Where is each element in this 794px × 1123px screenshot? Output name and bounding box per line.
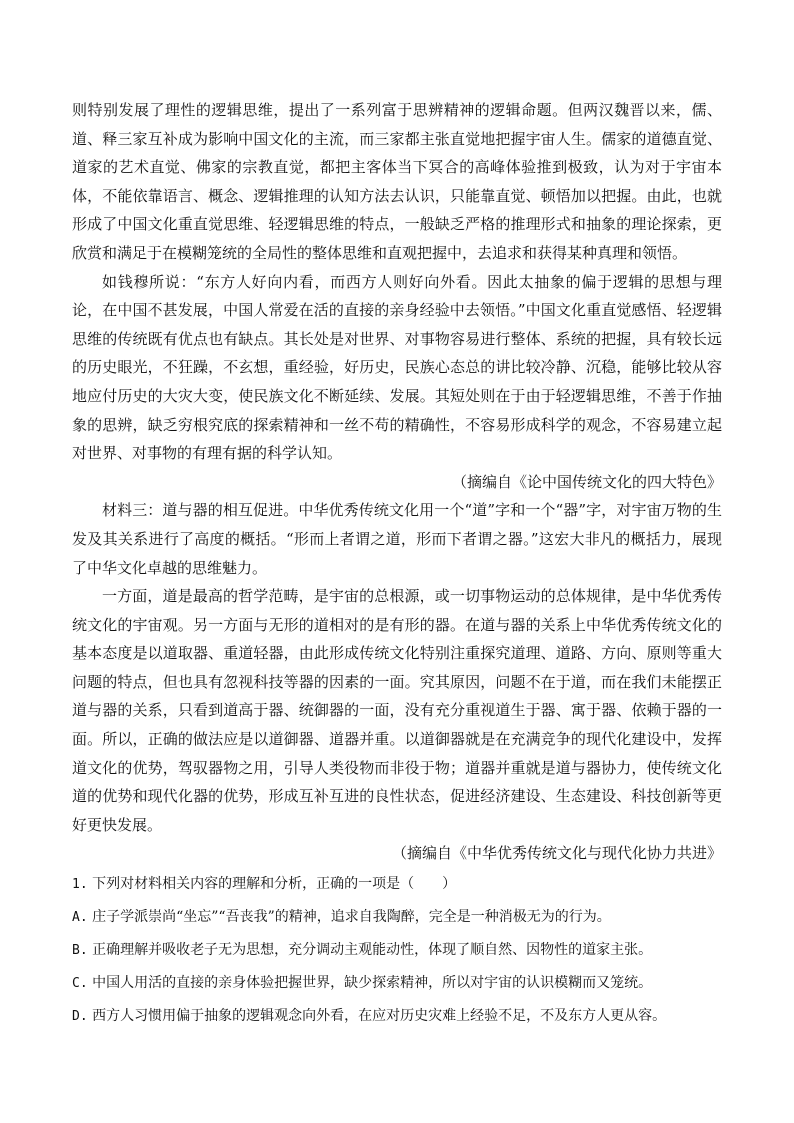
paragraph-logic-thinking: 则特别发展了理性的逻辑思维，提出了一系列富于思辨精神的逻辑命题。但两汉魏晋以来，儒、道、释三家互补成为影响中国文化的主流，而三家都主张直觉地把握宇宙人生。儒家的道德直觉、道家的艺术直觉、佛家的宗教直觉，都把主客体当下冥合的高峰体验推到极致，认为对于宇宙本体，不能依靠语言、概念、逻辑推理的认知方法去认识，只能靠直觉、顿悟加以把握。由此，也就形成了中国文化重直觉思维、轻逻辑思维的特点，一般缺乏严格的推理形式和抽象的理论探索，更欣赏和满足于在模糊笼统的全局性的整体思维和直观把握中，去追求和获得某种真理和领悟。 bbox=[72, 101, 722, 262]
option-text: 中国人用活的直接的亲身体验把握世界，缺少探索精神，所以对宇宙的认识模糊而又笼统。 bbox=[92, 975, 653, 992]
question-1 bbox=[72, 868, 722, 1033]
option-a bbox=[72, 901, 722, 934]
question-stem-text: 下列对材料相关内容的理解和分析，正确的一项是（ ） bbox=[92, 876, 457, 893]
option-label: A. bbox=[72, 910, 88, 926]
paragraph-dao-and-qi: 一方面，道是最高的哲学范畴，是宇宙的总根源，或一切事物运动的总体规律，是中华优秀传统文化的宇宙观。另一方面与无形的道相对的是有形的器。在道与器的关系上中华优秀传统文化的基本态度是以道取器、重道轻器，由此形成传统文化特别注重探究道理、道路、方向、原则等重大问题的特点，但也具有忽视科技等器的因素的一面。究其原因，问题不在于道，而在我们未能摆正道与器的关系，只看到道高于器、统御器的一面，没有充分重视道生于器、寓于器、依赖于器的一面。所以，正确的做法应是以道御器、道器并重。以道御器就是在充满竞争的现代化建设中，发挥道文化的优势，驾驭器物之用，引导人类役物而非役于物；道器并重就是道与器协力，使传统文化道的优势和现代化器的优势，形成互补互进的良性状态，促进经济建设、生态建设、科技创新等更好更快发展。 bbox=[72, 587, 722, 834]
source-citation-1: （摘编自《论中国传统文化的四大特色》 bbox=[451, 472, 722, 491]
option-b bbox=[72, 934, 722, 967]
option-d bbox=[72, 1000, 722, 1033]
paragraph-qian-mu-quote: 如钱穆所说：“东方人好向内看，而西方人则好向外看。因此太抽象的偏于逻辑的思想与理论，在中国不甚发展，中国人常爱在活的直接的亲身经验中去领悟。”中国文化重直觉感悟、轻逻辑思维的传统既有优点也有缺点。其长处是对世界、对事物容易进行整体、系统的把握，具有较长远的历史眼光，不狂躁，不玄想，重经验，好历史，民族心态总的讲比较冷静、沉稳，能够比较从容地应付历史的大灾大变，使民族文化不断延续、发展。其短处则在于由于轻逻辑思维，不善于作抽象的思辨，缺乏穷根究底的探索精神和一丝不苟的精确性，不容易形成科学的观念，不容易建立起对世界、对事物的有理有据的科学认知。 bbox=[72, 272, 722, 463]
option-text: 庄子学派崇尚“坐忘”“吾丧我”的精神，追求自我陶醉，完全是一种消极无为的行为。 bbox=[92, 909, 611, 926]
option-label: D. bbox=[72, 1009, 88, 1025]
paragraph-material-three: 材料三：道与器的相互促进。中华优秀传统文化用一个“道”字和一个“器”字，对宇宙万物的生发及其关系进行了高度的概括。“形而上者谓之道，形而下者谓之器。”这宏大非凡的概括力，展现了中华文化卓越的思维魅力。 bbox=[72, 501, 722, 577]
option-label: C. bbox=[72, 976, 88, 992]
document-page bbox=[72, 96, 722, 1033]
option-text: 正确理解并吸收老子无为思想，充分调动主观能动性，体现了顺自然、因物性的道家主张。 bbox=[92, 942, 653, 959]
option-c bbox=[72, 967, 722, 1000]
question-number: 1. bbox=[72, 877, 88, 893]
option-text: 西方人习惯用偏于抽象的逻辑观念向外看，在应对历史灾难上经验不足，不及东方人更从容。 bbox=[92, 1008, 667, 1025]
source-citation-2: （摘编自《中华优秀传统文化与现代化协力共进》 bbox=[391, 844, 722, 863]
question-stem bbox=[72, 868, 722, 901]
option-label: B. bbox=[72, 943, 88, 959]
